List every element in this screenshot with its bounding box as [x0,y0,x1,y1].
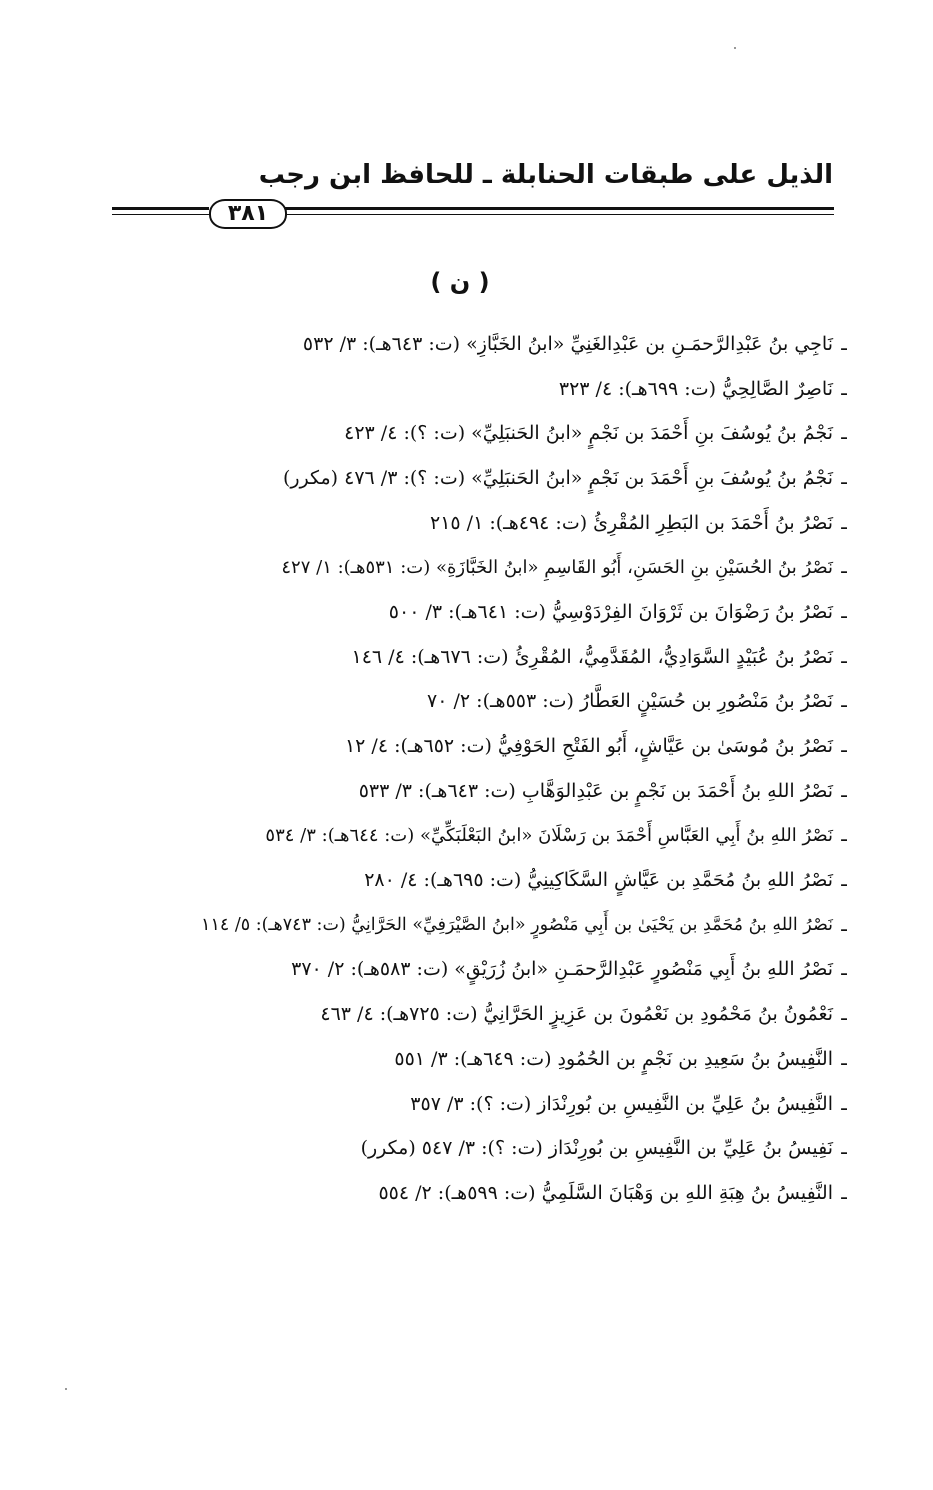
running-title: الذيل على طبقات الحنابلة ـ للحافظ ابن رجب [258,160,833,190]
list-item [215,411,855,456]
list-item [215,635,855,680]
list-item [215,992,855,1037]
section-heading: ( ن ) [430,268,490,296]
bullet-dash: ـ [841,913,847,936]
bullet-dash: ـ [841,690,847,713]
bullet-dash: ـ [841,1181,847,1204]
list-item [201,903,855,948]
entry-text: النَّفِيسُ بنُ سَعِيدِ بن نَجْمٍ بن الحُمُودِ (ت: ٦٤٩هـ): ٣/ ٥٥١ [394,1047,833,1070]
rule-left-thick [112,207,209,210]
bullet-dash: ـ [841,645,847,668]
rule-right-thick [284,207,834,210]
entry-text: نَصْرُ اللهِ بنُ أَحْمَدَ بن نَجْمٍ بن عَبْدِالوَهَّابِ (ت: ٦٤٣هـ): ٣/ ٥٣٣ [358,779,833,802]
list-item [215,367,855,412]
entry-text: نَصْرُ بنُ أَحْمَدَ بن البَطِرِ المُقْرِئُ (ت: ٤٩٤هـ): ١/ ٢١٥ [430,511,833,534]
entry-text: النَّفِيسُ بنُ عَلِيِّ بن النَّفِيسِ بن بُورِنْدَاز (ت: ؟): ٣/ ٣٥٧ [410,1092,833,1115]
entry-text: النَّفِيسُ بنُ هِبَةِ اللهِ بن وَهْبَانَ السَّلَمِيُّ (ت: ٥٩٩هـ): ٢/ ٥٥٤ [378,1181,833,1204]
bullet-dash: ـ [841,958,847,981]
list-item [215,1037,855,1082]
list-item [215,1126,855,1171]
bullet-dash: ـ [841,556,847,579]
list-item [215,814,855,859]
entry-text: نَصْرُ اللهِ بنُ مُحَمَّدِ بن عَيَّاشٍ السَّكَاكِينِيُّ (ت: ٦٩٥هـ): ٤/ ٢٨٠ [364,869,833,892]
list-item [215,322,855,367]
bullet-dash: ـ [841,1092,847,1115]
bullet-dash: ـ [841,1137,847,1160]
page-number: ٣٨١ [209,199,287,229]
entry-text: نَعْمُونُ بنُ مَحْمُودِ بن نَعْمُونَ بن عَزِيزٍ الحَرَّانِيُّ (ت: ٧٢٥هـ): ٤/ ٤٦٣ [320,1003,833,1026]
index-list [201,322,855,1216]
entry-text: نَصْرُ بنُ مَنْصُورِ بن حُسَيْنٍ العَطَّارُ (ت: ٥٥٣هـ): ٢/ ٧٠ [427,690,833,713]
bullet-dash: ـ [841,869,847,892]
list-item [215,858,855,903]
rule-right-thin [284,214,834,215]
entry-text: نَصْرُ بنُ مُوسَىٰ بن عَيَّاشٍ، أَبُو الفَتْحِ الحَوْفِيُّ (ت: ٦٥٢هـ): ٤/ ١٢ [344,735,833,758]
header-rule [112,200,834,226]
list-item [215,1171,855,1216]
list-item [215,680,855,725]
entry-text: نَفِيسُ بنُ عَلِيِّ بن النَّفِيسِ بن بُورِنْدَاز (ت: ؟): ٣/ ٥٤٧ (مكرر) [360,1137,833,1160]
entry-text: نَاجِي بنُ عَبْدِالرَّحمَـنِ بن عَبْدِالغَنِيِّ «ابنُ الخَبَّازِ» (ت: ٦٤٣هـ): ٣/ ٥٣٢ [302,332,833,355]
scan-speck [65,1388,67,1390]
entry-text: نَصْرُ بنُ الحُسَيْنِ بنِ الحَسَنِ، أَبُو القَاسِمِ «ابنُ الخَبَّازَةِ» (ت: ٥٣١هـ): ١/ ٤٢٧ [281,556,833,578]
bullet-dash: ـ [841,511,847,534]
entry-text: نَصْرُ بنُ عُبَيْدٍ السَّوَادِيُّ، المُقَدَّمِيُّ، المُقْرِئُ (ت: ٦٧٦هـ): ٤/ ١٤٦ [351,645,833,668]
bullet-dash: ـ [841,1003,847,1026]
bullet-dash: ـ [841,377,847,400]
entry-text: نَاصِرٌ الصَّالِحِيُّ (ت: ٦٩٩هـ): ٤/ ٣٢٣ [558,377,833,400]
entry-text: نَصْرُ اللهِ بنُ أَبِي العَبَّاسِ أَحْمَدَ بن رَسْلَانَ «ابنُ البَعْلَبَكِّيِّ» (ت: ٦٤٤هـ): ٣/ ٥٣٤ [265,824,833,846]
entry-text: نَجْمُ بنُ يُوسُفَ بنِ أَحْمَدَ بن نَجْمٍ «ابنُ الحَنبَلِيِّ» (ت: ؟): ٤/ ٤٢٣ [344,422,833,445]
bullet-dash: ـ [841,779,847,802]
list-item [215,948,855,993]
bullet-dash: ـ [841,600,847,623]
bullet-dash: ـ [841,332,847,355]
entry-text: نَجْمُ بنُ يُوسُفَ بنِ أَحْمَدَ بن نَجْمٍ «ابنُ الحَنبَلِيِّ» (ت: ؟): ٣/ ٤٧٦ (مكرر) [282,466,833,489]
list-item [215,501,855,546]
list-item [215,769,855,814]
list-item [215,545,855,590]
bullet-dash: ـ [841,735,847,758]
bullet-dash: ـ [841,824,847,847]
rule-left-thin [112,214,209,215]
list-item [215,590,855,635]
entry-text: نَصْرُ اللهِ بنُ أَبِي مَنْصُورٍ عَبْدِالرَّحمَـنِ «ابنُ زُرَيْقٍ» (ت: ٥٨٣هـ): ٢/ ٣٧٠ [291,958,833,981]
scan-speck [734,47,736,49]
bullet-dash: ـ [841,466,847,489]
bullet-dash: ـ [841,422,847,445]
list-item [215,1082,855,1127]
entry-text: نَصْرُ اللهِ بنُ مُحَمَّدِ بن يَحْيَىٰ بن أَبِي مَنْصُورٍ «ابنُ الصَّيْرَفِيِّ» الحَرَّانِيُّ (ت: ٧٤٣هـ): ٥/ ١١٤ [201,914,833,935]
bullet-dash: ـ [841,1047,847,1070]
list-item [215,456,855,501]
list-item [215,724,855,769]
entry-text: نَصْرُ بنُ رَضْوَانَ بن ثَرْوَانَ الفِرْدَوْسِيُّ (ت: ٦٤١هـ): ٣/ ٥٠٠ [388,600,833,623]
